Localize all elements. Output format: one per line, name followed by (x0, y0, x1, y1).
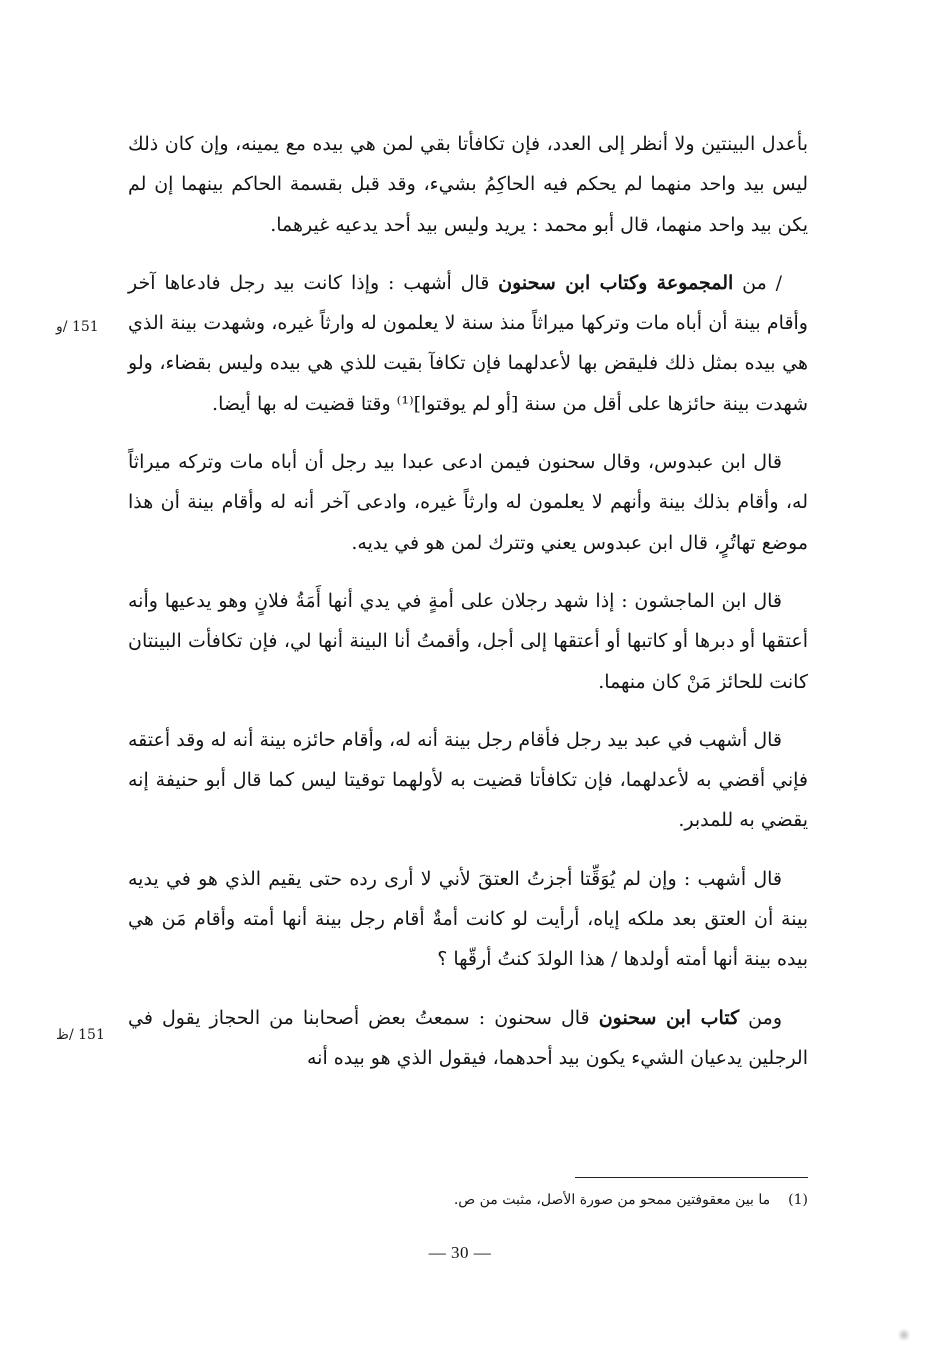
scan-speck (898, 1328, 910, 1342)
paragraph-7 (128, 998, 808, 1079)
footnote-marker: (1) (788, 1192, 808, 1208)
text-run: قال أشهب : وإذا كانت بيد رجل فادعاها آخر وأقام بينة أن أباه مات وتركها ميراثاً منذ سنة لا يعلمون له وارثاً غيره، وشهدت بينة الذي هي بيده بمثل ذلك فليقض بها لأعدلهما فإن تكافآ بقيت للذي هي بيده وليس بقضاء، ولو شهدت بينة حائزها على أقل من سنة [أو لم يوقتوا]⁽¹⁾ وقتا قضيت له بها أيضا. (128, 271, 808, 415)
paragraph-5 (128, 720, 808, 841)
text-run: ومن (739, 1006, 782, 1029)
footnote (300, 1188, 808, 1212)
text-run: قال سحنون : سمعتُ بعض أصحابنا من الحجاز يقول في الرجلين يدعيان الشيء يكون بيد أحدهما، فيقول الذي هو بيده أنه (128, 1006, 808, 1069)
footnote-divider (575, 1177, 808, 1178)
footnote-text: ما بين معقوفتين ممحو من صورة الأصل، مثبت من ص. (453, 1192, 771, 1208)
text-run: قال ابن الماجشون : إذا شهد رجلان على أمةٍ في يدي أنها أَمَةُ فلانٍ وهو يدعيها وأنه أعتقها أو دبرها أو كاتبها أو أعتقها إلى أجل، وأقمتُ أنا البينة أنها لي، فإن تكافأت البينتان كانت للحائز مَنْ كان منهما. (128, 589, 808, 693)
paragraph-6 (128, 859, 808, 980)
paragraph-3 (128, 442, 808, 563)
text-run: قال ابن عبدوس، وقال سحنون فيمن ادعى عبدا بيد رجل أن أباه مات وتركه ميراثاً له، وأقام بذلك بينة وأنهم لا يعلمون له وارثاً غيره، وادعى آخر أنه له وأقام بينة أن هذا موضع تهاتُرٍ، قال ابن عبدوس يعني وتترك لمن هو في يديه. (128, 451, 808, 554)
text-run: / من (733, 271, 782, 294)
source-title: كتاب ابن سحنون (598, 1006, 740, 1029)
folio-marker-verso: 151 /ظ (56, 1027, 105, 1043)
paragraph-1 (128, 124, 808, 245)
paragraph-2 (128, 263, 808, 424)
text-run: بأعدل البينتين ولا أنظر إلى العدد، فإن تكافأتا بقي لمن هي بيده مع يمينه، وإن كان ذلك ليس بيد واحد منهما لم يحكم فيه الحاكِمُ بشيء، وقد قبل بقسمة الحاكم بينهما إن لم يكن بيد واحد منهما، قال أبو محمد : يريد وليس بيد أحد يدعيه غيرهما. (128, 133, 808, 236)
page-number: — 30 — (428, 1243, 492, 1262)
text-run: قال أشهب في عبد بيد رجل فأقام رجل بينة أنه له، وأقام حائزه بينة أنه له وقد أعتقه فإني أقضي به لأعدلهما، فإن تكافأتا قضيت به لأولهما توقيتا ليس كما قال أبو حنيفة إنه يقضي به للمدبر. (128, 728, 808, 832)
body-text (128, 124, 808, 1096)
text-run: قال أشهب : وإن لم يُوَقِّتا أجزتُ العتقَ لأني لا أرى رده حتى يقيم الذي هو في يديه بينة أن العتق بعد ملكه إياه، أرأيت لو كانت أمةٌ أقام رجل بينة أنها أمته وأقام مَن هي بيده بينة أنها أمته أولدها / هذا الولدَ كنتُ أرقّها ؟ (128, 867, 808, 971)
folio-marker-recto: 151 /و (56, 319, 99, 335)
source-title: المجموعة وكتاب ابن سحنون (498, 271, 734, 294)
paragraph-4 (128, 581, 808, 702)
